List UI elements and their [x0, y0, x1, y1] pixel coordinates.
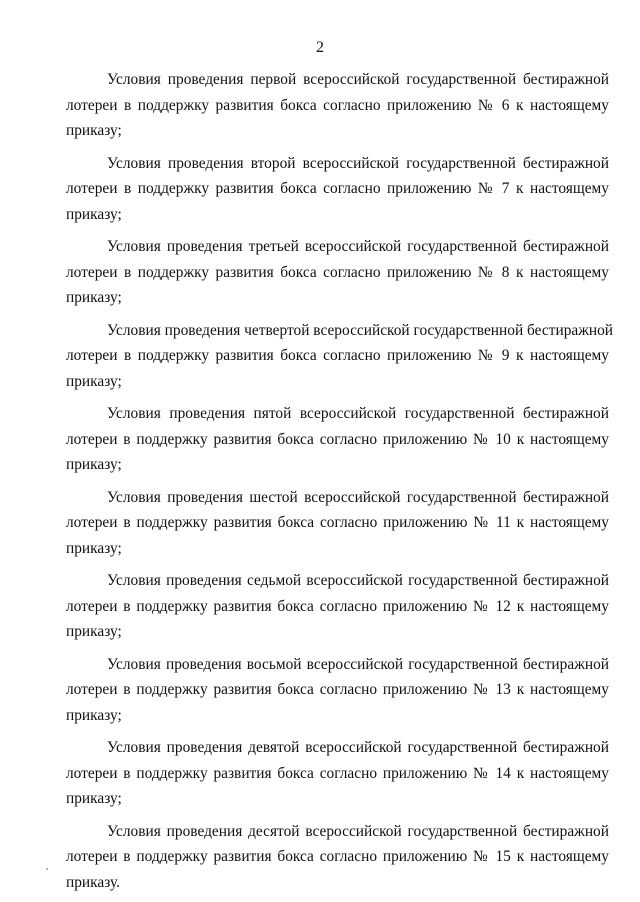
clause-line: Условия проведения третьей всероссийской государственной бестиражной [107, 238, 609, 255]
clause-line: Условия проведения пятой всероссийской государственной бестиражной [107, 405, 609, 422]
clause-line: лотереи в поддержку развития бокса согласно приложению № 11 к настоящему [66, 514, 609, 531]
clause-12 [66, 568, 609, 645]
clause-line: приказу; [66, 289, 122, 306]
clause-line: Условия проведения десятой всероссийской государственной бестиражной [107, 822, 609, 840]
clause-line: лотереи в поддержку развития бокса согласно приложению № 9 к настоящему [66, 347, 609, 364]
clause-line: Условия проведения второй всероссийской государственной бестиражной [107, 154, 609, 172]
clause-list [66, 67, 614, 902]
clause-line: приказу; [66, 539, 122, 557]
clause-line: лотереи в поддержку развития бокса согласно приложению № 12 к настоящему [66, 597, 609, 615]
clause-line: приказу; [66, 372, 122, 390]
clause-line: приказу; [66, 205, 122, 223]
scan-speck [46, 868, 48, 870]
clause-line: Условия проведения восьмой всероссийской государственной бестиражной [107, 655, 609, 673]
clause-line: Условия проведения четвертой всероссийской государственной бестиражной [107, 321, 614, 339]
clause-11 [66, 485, 609, 562]
clause-6 [66, 67, 609, 144]
clause-line: лотереи в поддержку развития бокса согласно приложению № 8 к настоящему [66, 263, 609, 281]
clause-10 [66, 401, 609, 478]
clause-line: приказу; [66, 706, 122, 724]
clause-line: Условия проведения шестой всероссийской государственной бестиражной [107, 488, 609, 506]
clause-15 [66, 819, 609, 896]
clause-line: лотереи в поддержку развития бокса согласно приложению № 15 к настоящему [66, 848, 609, 865]
clause-9 [66, 318, 614, 395]
clause-line: приказу; [66, 623, 122, 640]
clause-14 [66, 735, 609, 812]
clause-line: приказу; [66, 790, 122, 807]
clause-13 [66, 652, 609, 729]
clause-line: приказу. [66, 873, 121, 891]
page-number: 2 [316, 39, 324, 56]
clause-line: лотереи в поддержку развития бокса согласно приложению № 6 к настоящему [66, 96, 609, 114]
clause-line: приказу; [66, 456, 122, 473]
clause-line: Условия проведения седьмой всероссийской государственной бестиражной [107, 572, 609, 589]
clause-line: лотереи в поддержку развития бокса согласно приложению № 7 к настоящему [66, 180, 609, 197]
clause-line: приказу; [66, 122, 122, 139]
clause-8 [66, 234, 609, 311]
clause-line: лотереи в поддержку развития бокса согласно приложению № 14 к настоящему [66, 764, 609, 782]
clause-line: лотереи в поддержку развития бокса согласно приложению № 13 к настоящему [66, 681, 609, 698]
clause-line: Условия проведения первой всероссийской государственной бестиражной [107, 71, 609, 88]
clause-7 [66, 151, 609, 228]
clause-line: Условия проведения девятой всероссийской государственной бестиражной [107, 739, 609, 756]
clause-line: лотереи в поддержку развития бокса согласно приложению № 10 к настоящему [66, 430, 609, 448]
